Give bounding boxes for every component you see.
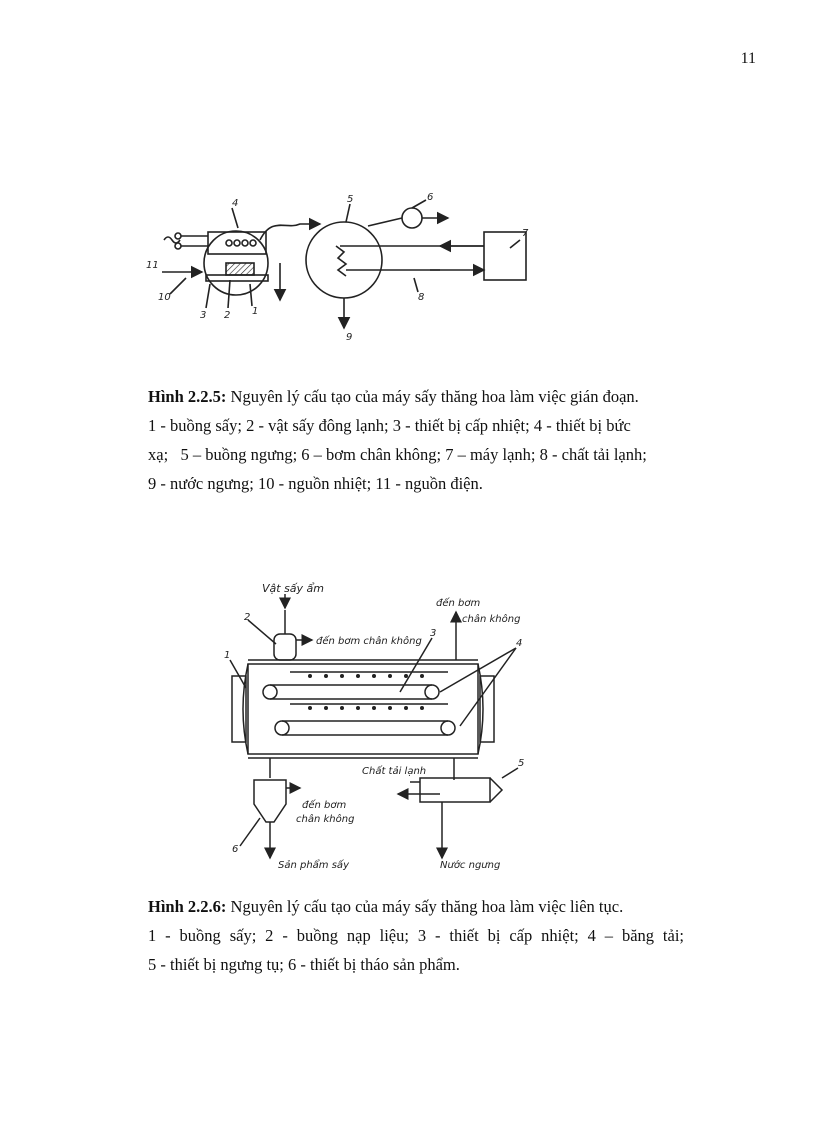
label-to-pump-right-1: đến bơm [436,598,481,609]
label-4: 4 [516,638,523,649]
figure-batch-freeze-dryer [140,188,532,348]
label-to-pump-bottom-1: đến bơm [302,800,347,811]
legend-line: 5 - thiết bị ngưng tụ; 6 - thiết bị tháo sản phẩm. [148,955,460,974]
frozen-material [226,263,254,275]
label-1: 1 [252,306,259,317]
caption-text: Nguyên lý cấu tạo của máy sấy thăng hoa làm việc liên tục. [226,897,624,916]
label-product: Sản phẩm sấy [278,860,349,871]
label-2: 2 [224,310,231,321]
label-5: 5 [518,758,525,769]
label-condensate: Nước ngưng [440,860,501,871]
legend-line: 9 - nước ngưng; 10 - nguồn nhiệt; 11 - nguồn điện. [148,474,483,493]
label-7: 7 [522,228,529,239]
drying-chamber [248,664,478,754]
caption-text: Nguyên lý cấu tạo của máy sấy thăng hoa làm việc gián đoạn. [226,387,639,406]
label-coolant: Chất tải lạnh [362,766,427,777]
label-to-pump-bottom-2: chân không [296,814,355,825]
label-9: 9 [346,332,353,343]
label-wet-material: Vật sấy ẩm [262,582,325,595]
label-to-pump-top: đến bơm chân không [316,636,422,647]
label-3: 3 [200,310,207,321]
label-4: 4 [232,198,239,209]
caption-title: Hình 2.2.5: [148,387,227,406]
refrigerator-unit [484,232,526,280]
legend-line: 1 - buồng sấy; 2 - vật sấy đông lạnh; 3 - thiết bị cấp nhiệt; 4 - thiết bị bức [148,416,631,435]
caption-title: Hình 2.2.6: [148,897,227,916]
page-number: 11 [740,50,756,67]
label-3: 3 [430,628,437,639]
label-1: 1 [224,650,231,661]
product-discharge [254,780,286,822]
label-10: 10 [158,292,171,303]
condenser [420,778,490,802]
label-8: 8 [418,292,425,303]
condenser [306,222,382,298]
vacuum-pump [402,208,422,228]
figure-2-2-5-caption [148,382,684,498]
feed-chamber [274,634,296,660]
figure-2-2-6-caption [148,892,684,979]
label-6: 6 [427,192,434,203]
label-to-pump-right-2: chân không [462,614,521,625]
label-11: 11 [146,260,159,271]
legend-line: xạ; 5 – buồng ngưng; 6 – bơm chân không; 7 – máy lạnh; 8 - chất tải lạnh; [148,445,647,464]
label-6: 6 [232,844,239,855]
legend-line: 1 - buồng sấy; 2 - buồng nạp liệu; 3 - thiết bị cấp nhiệt; 4 – băng tải; [148,926,684,945]
label-2: 2 [244,612,251,623]
figure-continuous-freeze-dryer [200,568,556,880]
label-5: 5 [347,194,354,205]
